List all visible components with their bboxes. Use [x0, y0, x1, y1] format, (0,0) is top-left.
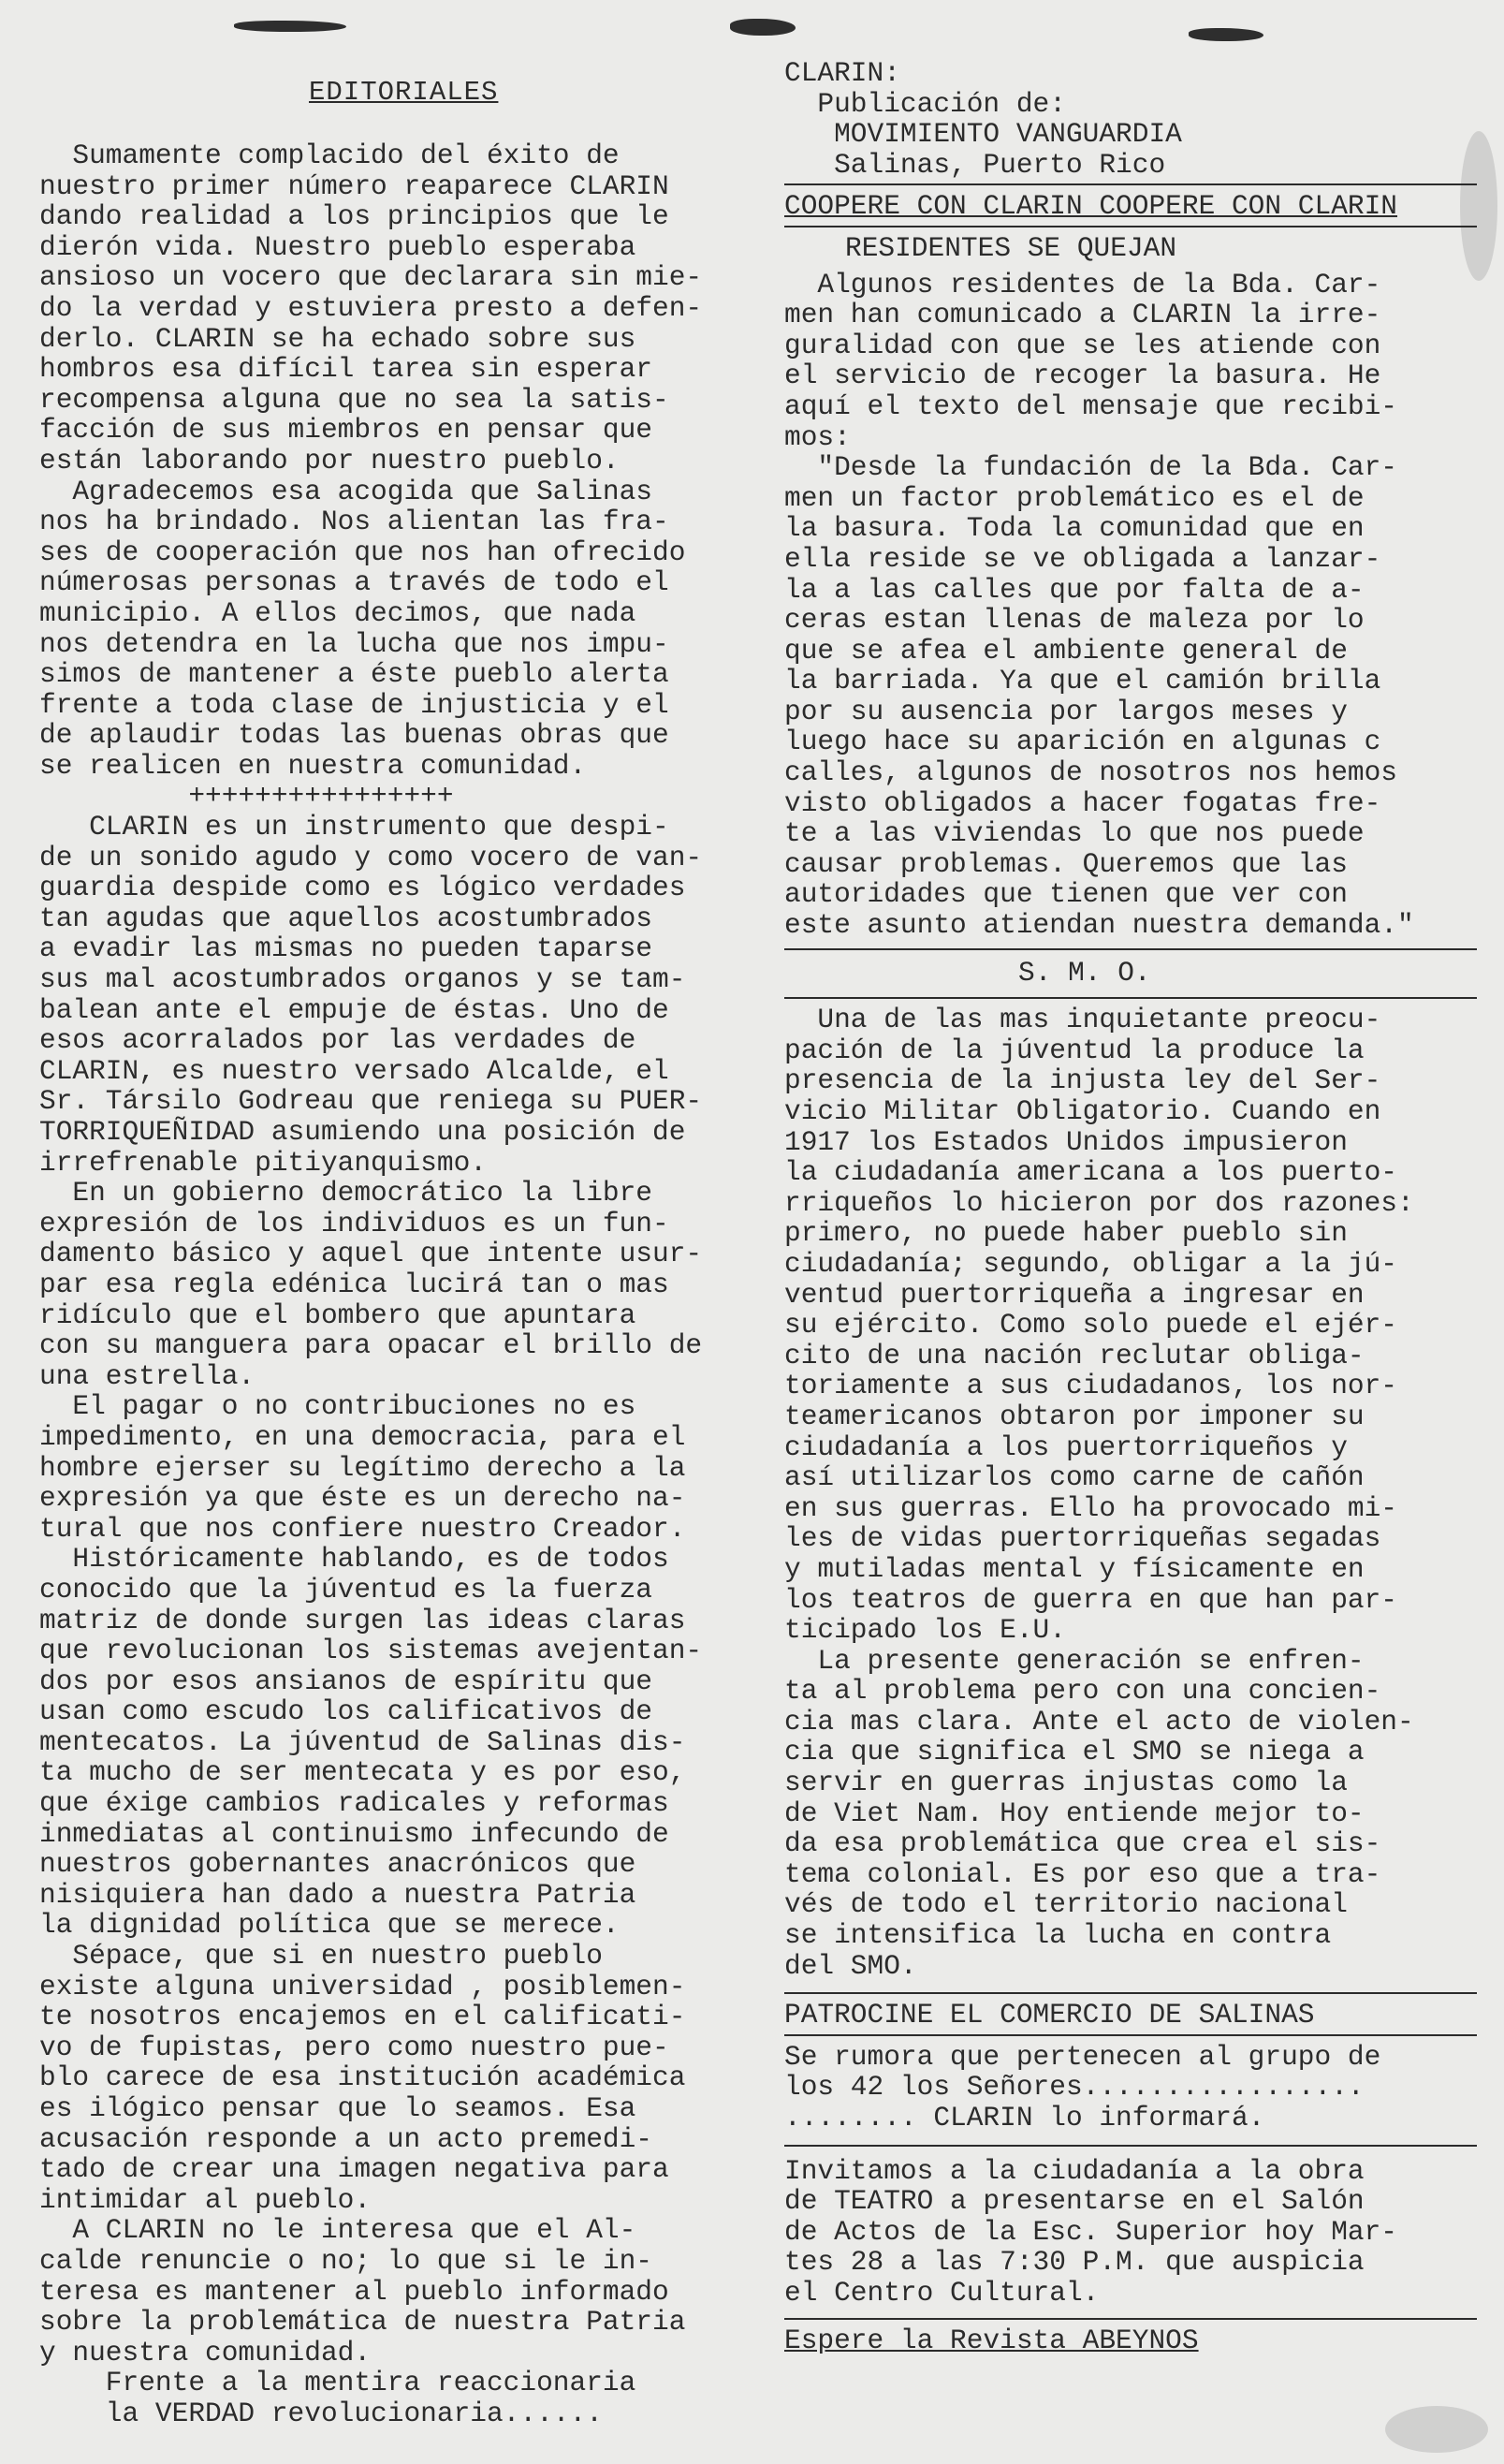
ink-blot-top-right	[1189, 28, 1263, 41]
residentes-heading: RESIDENTES SE QUEJAN	[845, 231, 1177, 264]
smo-line: ticipado los E.U.	[784, 1614, 1066, 1647]
residentes-line: "Desde la fundación de la Bda. Car-	[784, 451, 1398, 484]
editorial-line: derlo. CLARIN se ha echado sobre sus	[39, 322, 636, 355]
editorial-line: facción de sus miembros en pensar que	[39, 414, 653, 447]
editorial-line: Frente a la mentira reaccionaria	[39, 2367, 636, 2399]
smo-line: Una de las mas inquietante preocu-	[784, 1004, 1381, 1036]
editorial-line: CLARIN, es nuestro versado Alcalde, el	[39, 1054, 669, 1087]
ink-blot-top-center	[730, 19, 796, 36]
divider	[784, 948, 1477, 950]
editorial-line: municipio. A ellos decimos, que nada	[39, 596, 636, 629]
editorial-line: sus mal acostumbrados organos y se tam-	[39, 963, 686, 996]
smo-line: ciudadanía a los puertorriqueños y	[784, 1430, 1348, 1463]
editorial-line: frente a toda clase de injusticia y el	[39, 688, 669, 721]
editorial-line: guardia despide como es lógico verdades	[39, 872, 686, 904]
editorial-line: TORRIQUEÑIDAD asumiendo una posición de	[39, 1116, 686, 1148]
residentes-line: la basura. Toda la comunidad que en	[784, 512, 1365, 545]
editorial-line: una estrella.	[39, 1359, 256, 1392]
smo-line: teamericanos obtaron por imponer su	[784, 1400, 1365, 1432]
residentes-line: te a las viviendas lo que nos puede	[784, 817, 1365, 850]
divider	[784, 1992, 1477, 1994]
smo-line: 1917 los Estados Unidos impusieron	[784, 1125, 1348, 1158]
rumor-notice	[784, 2042, 1477, 2134]
editorial-line: hombre ejerser su legítimo derecho a la	[39, 1451, 686, 1484]
divider	[784, 997, 1477, 999]
smo-line: así utilizarlos como carne de cañón	[784, 1461, 1365, 1494]
editorial-line: dando realidad a los principios que le	[39, 200, 669, 233]
revista-notice: Espere la Revista ABEYNOS	[784, 2324, 1199, 2356]
rumor-line: los 42 los Señores.................	[784, 2071, 1365, 2104]
editorial-line: hombros esa difícil tarea sin esperar	[39, 353, 653, 386]
cooperation-slogan: COOPERE CON CLARIN COOPERE CON CLARIN	[784, 190, 1398, 223]
divider	[784, 2318, 1477, 2320]
editorial-line: se realicen en nuestra comunidad.	[39, 749, 587, 782]
editorial-line: acusación responde a un acto premedi-	[39, 2122, 653, 2155]
editorial-line: ses de cooperación que nos han ofrecido	[39, 535, 686, 568]
editorial-line: mentecatos. La júventud de Salinas dis-	[39, 1725, 686, 1758]
editorial-line: nos detendra en la lucha que nos impu-	[39, 627, 669, 660]
editorial-line: simos de mantener a éste pueblo alerta	[39, 658, 669, 691]
editorial-line: de un sonido agudo y como vocero de van-	[39, 841, 703, 873]
editorial-line: sobre la problemática de nuestra Patria	[39, 2306, 686, 2339]
smo-line: cia que significa el SMO se niega a	[784, 1736, 1365, 1768]
residentes-line: que se afea el ambiente general de	[784, 634, 1348, 667]
teatro-line: de TEATRO a presentarse en el Salón	[784, 2185, 1365, 2218]
residentes-body	[784, 270, 1477, 941]
divider	[784, 2145, 1477, 2147]
divider	[784, 2034, 1477, 2036]
editorial-line: que revolucionan los sistemas avejentan-	[39, 1635, 703, 1667]
editorial-line: esos acorralados por las verdades de	[39, 1024, 636, 1057]
masthead-line-1: Publicación de:	[784, 87, 1066, 120]
smo-line: presencia de la injusta ley del Ser-	[784, 1064, 1381, 1097]
smo-line: ciudadanía; segundo, obligar a la jú-	[784, 1247, 1398, 1280]
editorial-line: están laborando por nuestro pueblo.	[39, 444, 620, 477]
teatro-line: el Centro Cultural.	[784, 2276, 1100, 2309]
residentes-line: calles, algunos de nosotros nos hemos	[784, 756, 1398, 789]
editorial-line: ansioso un vocero que declarara sin mie-	[39, 261, 703, 294]
paper-stain-bottom	[1385, 2406, 1488, 2453]
smo-line: cia mas clara. Ante el acto de violen-	[784, 1705, 1414, 1738]
rumor-line: Se rumora que pertenecen al grupo de	[784, 2040, 1381, 2073]
smo-line: se intensifica la lucha en contra	[784, 1919, 1332, 1952]
residentes-line: visto obligados a hacer fogatas fre-	[784, 786, 1381, 819]
editorial-line: A CLARIN no le interesa que el Al-	[39, 2214, 636, 2247]
editorial-line: que éxige cambios radicales y reformas	[39, 1787, 669, 1820]
smo-line: del SMO.	[784, 1949, 917, 1982]
residentes-line: la a las calles que por falta de a-	[784, 573, 1365, 606]
editorial-line: balean ante el empuje de éstas. Uno de	[39, 993, 669, 1026]
residentes-line: este asunto atiendan nuestra demanda."	[784, 909, 1414, 942]
masthead-line-3: Salinas, Puerto Rico	[784, 148, 1166, 181]
editorial-line: expresión de los individuos es un fun-	[39, 1207, 669, 1239]
teatro-line: Invitamos a la ciudadanía a la obra	[784, 2154, 1365, 2187]
residentes-line: el servicio de recoger la basura. He	[784, 359, 1381, 392]
editorial-line: nos ha brindado. Nos alientan las fra-	[39, 506, 669, 538]
editorial-line: intimidar al pueblo.	[39, 2183, 372, 2216]
smo-line: les de vidas puertorriqueñas segadas	[784, 1522, 1381, 1555]
editorial-line: tan agudas que aquellos acostumbrados	[39, 902, 653, 934]
editorial-line: ridículo que el bombero que apuntara	[39, 1298, 636, 1331]
teatro-line: tes 28 a las 7:30 P.M. que auspicia	[784, 2246, 1365, 2279]
masthead-line-2: MOVIMIENTO VANGUARDIA	[784, 118, 1182, 151]
residentes-line: aquí el texto del mensaje que recibi-	[784, 389, 1398, 422]
editorial-line: nisiquiera han dado a nuestra Patria	[39, 1878, 636, 1911]
residentes-line: men han comunicado a CLARIN la irre-	[784, 299, 1381, 331]
smo-line: pación de la júventud la produce la	[784, 1034, 1365, 1066]
smo-line: vés de todo el territorio nacional	[784, 1888, 1348, 1921]
divider	[784, 183, 1477, 185]
editorial-line: te nosotros encajemos en el calificati-	[39, 2001, 686, 2033]
smo-line: de Viet Nam. Hoy entiende mejor to-	[784, 1797, 1365, 1829]
ink-blot-top	[234, 21, 346, 32]
divider	[784, 226, 1477, 227]
editorial-line: Históricamente hablando, es de todos	[39, 1543, 669, 1576]
editorial-line: dos por esos ansianos de espíritu que	[39, 1665, 653, 1697]
editorial-line: Sépace, que si en nuestro pueblo	[39, 1940, 603, 1973]
teatro-notice	[784, 2156, 1477, 2309]
editorial-line: nuestros gobernantes anacrónicos que	[39, 1848, 636, 1881]
residentes-line: causar problemas. Queremos que las	[784, 847, 1348, 880]
editorial-column	[39, 140, 779, 2429]
right-column	[784, 58, 1477, 2355]
editorial-line: calde renuncie o no; lo que si le in-	[39, 2244, 653, 2277]
editorial-line: irrefrenable pitiyanquismo.	[39, 1146, 487, 1179]
smo-line: la ciudadanía americana a los puerto-	[784, 1156, 1398, 1189]
editorial-line: existe alguna universidad , posiblemen-	[39, 1970, 686, 2002]
smo-line: cito de una nación reclutar obliga-	[784, 1339, 1365, 1371]
editorial-title: EDITORIALES	[309, 77, 499, 108]
masthead-name: CLARIN:	[784, 57, 900, 89]
smo-line: rriqueños lo hicieron por dos razones:	[784, 1186, 1414, 1219]
editorial-line: de aplaudir todas las buenas obras que	[39, 719, 669, 752]
smo-line: su ejército. Como solo puede el ejér-	[784, 1309, 1398, 1342]
editorial-line: CLARIN es un instrumento que despi-	[39, 811, 669, 843]
editorial-line: nuestro primer número reaparece CLARIN	[39, 169, 669, 202]
editorial-line: do la verdad y estuviera presto a defen-	[39, 291, 703, 324]
editorial-line: númerosas personas a través de todo el	[39, 566, 669, 599]
residentes-line: mos:	[784, 420, 851, 453]
editorial-line: matriz de donde surgen las ideas claras	[39, 1604, 686, 1636]
smo-line: vicio Militar Obligatorio. Cuando en	[784, 1095, 1381, 1127]
editorial-line: y nuestra comunidad.	[39, 2336, 372, 2369]
editorial-line: damento básico y aquel que intente usur-	[39, 1238, 703, 1270]
editorial-line: recompensa alguna que no sea la satis-	[39, 383, 669, 416]
residentes-line: men un factor problemático es el de	[784, 481, 1365, 514]
teatro-line: de Actos de la Esc. Superior hoy Mar-	[784, 2215, 1398, 2248]
smo-line: servir en guerras injustas como la	[784, 1767, 1348, 1799]
residentes-line: ceras estan llenas de maleza por lo	[784, 604, 1365, 637]
editorial-line: El pagar o no contribuciones no es	[39, 1390, 636, 1423]
editorial-line: ++++++++++++++++	[39, 780, 454, 813]
editorial-line: teresa es mantener al pueblo informado	[39, 2275, 669, 2308]
rumor-line: ........ CLARIN lo informará.	[784, 2102, 1265, 2134]
smo-line: toriamente a sus ciudadanos, los nor-	[784, 1370, 1398, 1402]
smo-line: y mutiladas mental y físicamente en	[784, 1552, 1365, 1585]
editorial-line: a evadir las mismas no pueden taparse	[39, 932, 653, 965]
residentes-line: ella reside se ve obligada a lanzar-	[784, 542, 1381, 575]
editorial-line: usan como escudo los calificativos de	[39, 1695, 653, 1728]
residentes-line: por su ausencia por largos meses y	[784, 695, 1348, 727]
editorial-line: impedimento, en una democracia, para el	[39, 1420, 686, 1453]
editorial-line: vo de fupistas, pero como nuestro pue-	[39, 2031, 669, 2063]
editorial-line: es ilógico pensar que lo seamos. Esa	[39, 2092, 636, 2124]
editorial-line: ta mucho de ser mentecata y es por eso,	[39, 1756, 686, 1789]
residentes-line: la barriada. Ya que el camión brilla	[784, 665, 1381, 697]
smo-line: ta al problema pero con una concien-	[784, 1675, 1381, 1708]
smo-line: tema colonial. Es por eso que a tra-	[784, 1857, 1381, 1890]
residentes-line: guralidad con que se les atiende con	[784, 329, 1381, 361]
smo-line: ventud puertorriqueña a ingresar en	[784, 1278, 1365, 1311]
smo-line: los teatros de guerra en que han par-	[784, 1583, 1398, 1616]
smo-line: da esa problemática que crea el sis-	[784, 1827, 1381, 1860]
editorial-line: En un gobierno democrático la libre	[39, 1177, 653, 1210]
editorial-line: dierón vida. Nuestro pueblo esperaba	[39, 230, 636, 263]
editorial-line: Sumamente complacido del éxito de	[39, 139, 620, 171]
editorial-line: Sr. Társilo Godreau que reniega su PUER-	[39, 1085, 703, 1118]
editorial-line: Agradecemos esa acogida que Salinas	[39, 475, 653, 507]
editorial-line: tural que nos confiere nuestro Creador.	[39, 1512, 686, 1545]
editorial-line: expresión ya que éste es un derecho na-	[39, 1482, 686, 1515]
editorial-line: con su manguera para opacar el brillo de	[39, 1329, 703, 1362]
editorial-line: inmediatas al continuismo infecundo de	[39, 1817, 669, 1850]
residentes-line: luego hace su aparición en algunas c	[784, 726, 1381, 758]
residentes-line: Algunos residentes de la Bda. Car-	[784, 268, 1381, 301]
editorial-line: la dignidad política que se merece.	[39, 1909, 620, 1942]
smo-line: en sus guerras. Ello ha provocado mi-	[784, 1491, 1398, 1524]
editorial-line: tado de crear una imagen negativa para	[39, 2153, 669, 2186]
editorial-line: par esa regla edénica lucirá tan o mas	[39, 1268, 669, 1300]
smo-body	[784, 1005, 1477, 1981]
editorial-line: blo carece de esa institución académica	[39, 2061, 686, 2094]
residentes-line: autoridades que tienen que ver con	[784, 878, 1348, 911]
editorial-line: conocido que la júventud es la fuerza	[39, 1573, 653, 1606]
patrocine-notice: PATROCINE EL COMERCIO DE SALINAS	[784, 1999, 1315, 2031]
smo-line: La presente generación se enfren-	[784, 1644, 1365, 1677]
smo-line: primero, no puede haber pueblo sin	[784, 1217, 1348, 1250]
editorial-line: la VERDAD revolucionaria......	[39, 2397, 603, 2429]
smo-heading: S. M. O.	[1018, 956, 1151, 989]
